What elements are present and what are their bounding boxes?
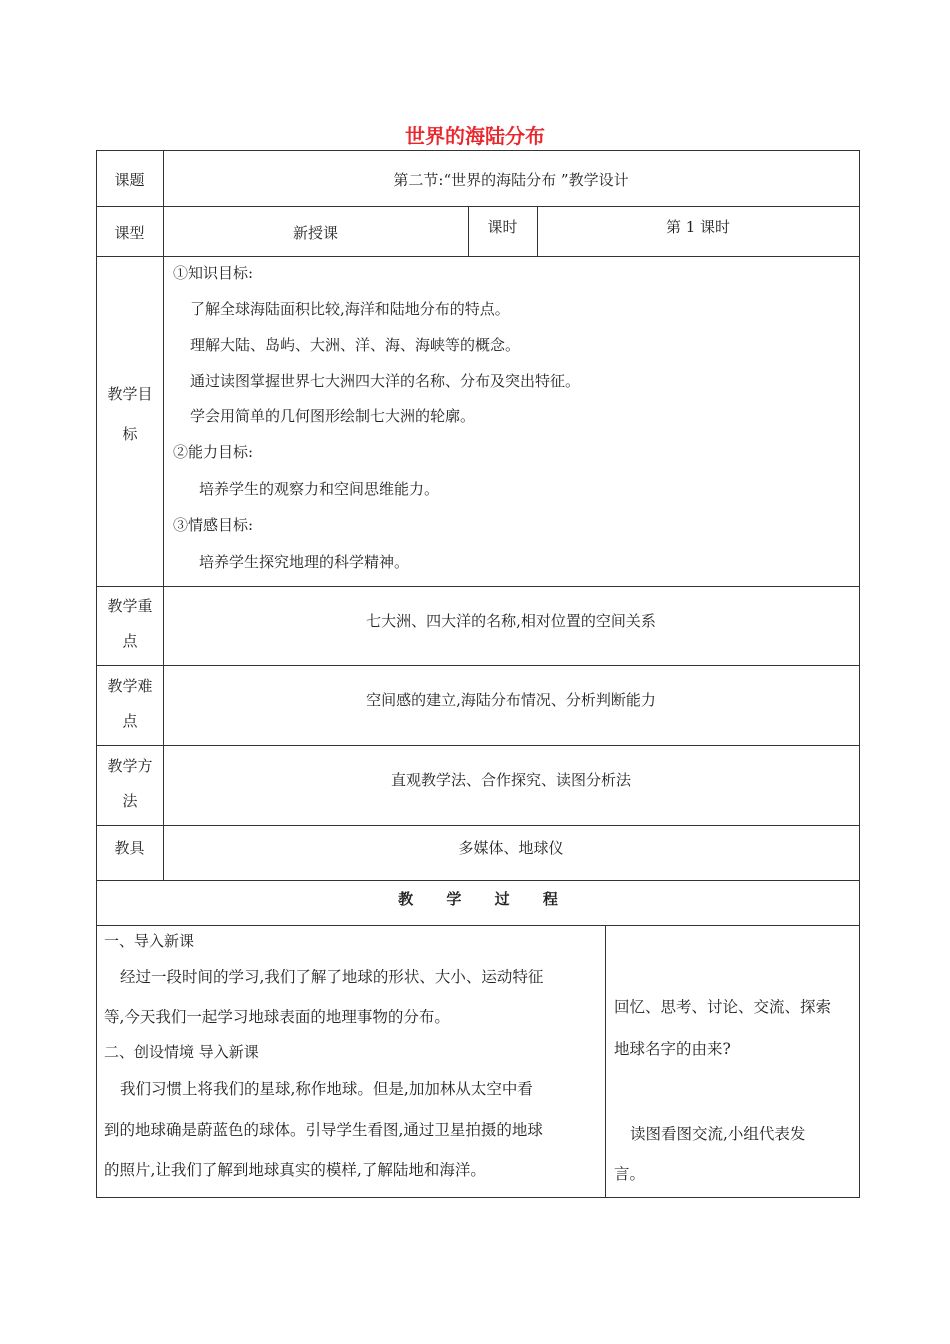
hours-value: 第 1 课时 [665,218,731,236]
methods-label-line2: 法 [122,792,138,810]
difficulties-value: 空间感的建立,海陆分布情况、分析判断能力 [366,691,656,709]
key-points-label-line1: 教学重 [107,597,153,615]
document-title: 世界的海陆分布 [405,124,545,148]
process-right-line: 地球名字的由来? [614,1040,731,1058]
process-left-line: 等,今天我们一起学习地球表面的地理事物的分布。 [104,1008,450,1026]
goals-label-line2: 标 [122,425,138,443]
process-left-line: 的照片,让我们了解到地球真实的模样,了解陆地和海洋。 [104,1161,486,1179]
tools-value: 多媒体、地球仪 [458,839,564,857]
type-label: 课型 [114,224,145,242]
tools-label: 教具 [114,839,145,857]
goal-line: 通过读图掌握世界七大洲四大洋的名称、分布及突出特征。 [190,372,581,390]
hours-label: 课时 [487,218,518,236]
type-value: 新授课 [292,224,338,242]
key-points-value: 七大洲、四大洋的名称,相对位置的空间关系 [366,612,656,630]
process-left-line: 二、创设情境 导入新课 [104,1043,259,1061]
goal-line: ③情感目标: [173,516,254,534]
methods-value: 直观教学法、合作探究、读图分析法 [390,771,631,789]
goals-label-line1: 教学目 [107,385,153,403]
goal-line: 了解全球海陆面积比较,海洋和陆地分布的特点。 [190,300,510,318]
process-right-line: 回忆、思考、讨论、交流、探索 [614,998,832,1016]
process-right-line: 言。 [614,1165,646,1183]
goal-line: ②能力目标: [173,443,254,461]
goal-line: 培养学生的观察力和空间思维能力。 [199,480,440,498]
difficulties-label-line1: 教学难 [107,677,153,695]
process-left-line: 我们习惯上将我们的星球,称作地球。但是,加加林从太空中看 [120,1080,533,1098]
process-header: 教 学 过 程 [398,890,572,908]
process-left-line: 经过一段时间的学习,我们了解了地球的形状、大小、运动特征 [120,968,544,986]
key-points-label-line2: 点 [122,632,138,650]
goal-line: 培养学生探究地理的科学精神。 [199,553,410,571]
goal-line: 理解大陆、岛屿、大洲、洋、海、海峡等的概念。 [190,336,521,354]
goal-line: 学会用简单的几何图形绘制七大洲的轮廓。 [190,407,476,425]
methods-label-line1: 教学方 [107,757,153,775]
topic-value: 第二节:“世界的海陆分布 ”教学设计 [393,171,629,189]
process-right-line: 读图看图交流,小组代表发 [630,1125,806,1143]
goal-line: ①知识目标: [173,264,254,282]
process-left-line: 一、导入新课 [104,932,195,950]
topic-label: 课题 [114,171,145,189]
difficulties-label-line2: 点 [122,712,138,730]
process-left-line: 到的地球确是蔚蓝色的球体。引导学生看图,通过卫星拍摄的地球 [104,1121,543,1139]
